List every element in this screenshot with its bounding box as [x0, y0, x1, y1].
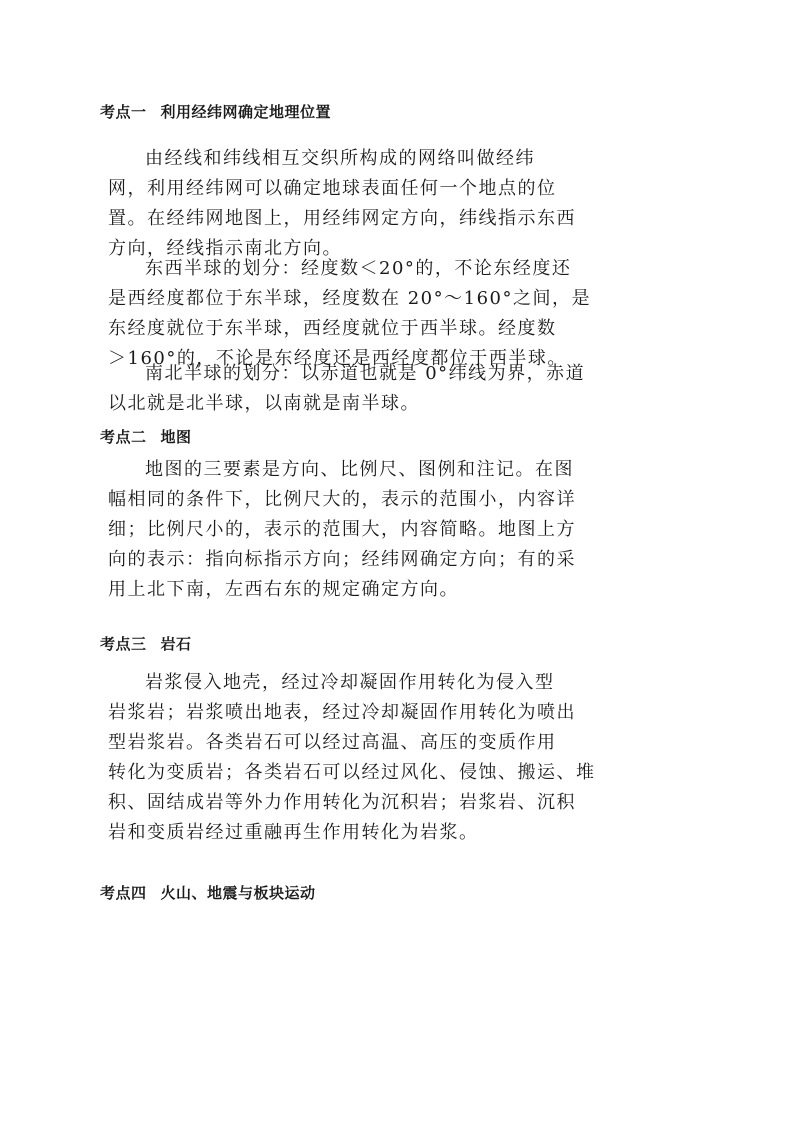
text-line: 幅相同的条件下，比例尺大的，表示的范围小，内容详	[108, 489, 576, 510]
section-title: 火山、地震与板块运动	[160, 884, 316, 902]
text-line: 网，利用经纬网可以确定地球表面任何一个地点的位	[108, 178, 557, 199]
section-number: 考点四	[100, 884, 147, 902]
text-line: 东西半球的划分：经度数＜20°的，不论东经度还	[145, 258, 572, 279]
section-title: 岩石	[160, 635, 192, 653]
text-line: 用上北下南，左西右东的规定确定方向。	[108, 579, 459, 600]
section-heading-4	[100, 882, 316, 903]
text-line: 积、固结成岩等外力作用转化为沉积岩；岩浆岩、沉积	[108, 792, 576, 813]
text-line: 由经线和纬线相互交织所构成的网络叫做经纬	[145, 148, 535, 169]
text-line: 置。在经纬网地图上，用经纬网定方向，纬线指示东西	[108, 208, 576, 229]
paragraph	[108, 359, 586, 419]
section-title: 利用经纬网确定地理位置	[160, 103, 332, 121]
text-line: 东经度就位于东半球，西经度就位于西半球。经度数	[108, 318, 557, 339]
text-line: 是西经度都位于东半球，经度数在 20°～160°之间，是	[108, 288, 591, 309]
paragraph	[108, 668, 596, 848]
text-line: 细；比例尺小的，表示的范围大，内容简略。地图上方	[108, 519, 576, 540]
section-number: 考点一	[100, 103, 147, 121]
section-number: 考点二	[100, 428, 147, 446]
section-number: 考点三	[100, 635, 147, 653]
text-line: 以北就是北半球，以南就是南半球。	[108, 393, 420, 414]
text-line: 南北半球的划分：以赤道也就是 0°纬线为界，赤道	[145, 363, 586, 384]
text-line: 转化为变质岩；各类岩石可以经过风化、侵蚀、搬运、堆	[108, 762, 596, 783]
text-line: ＞160°的，不论是东经度还是西经度都位于西半球。	[108, 348, 567, 369]
text-line: 地图的三要素是方向、比例尺、图例和注记。在图	[145, 459, 574, 480]
text-line: 方向，经线指示南北方向。	[108, 238, 342, 259]
text-line: 向的表示：指向标指示方向；经纬网确定方向；有的采	[108, 549, 576, 570]
section-title: 地图	[160, 428, 192, 446]
paragraph	[108, 455, 576, 605]
paragraph	[108, 144, 576, 264]
section-heading-1	[100, 101, 331, 122]
text-line: 岩浆侵入地壳，经过冷却凝固作用转化为侵入型	[145, 672, 555, 693]
section-heading-3	[100, 633, 192, 654]
text-line: 岩浆岩；岩浆喷出地表，经过冷却凝固作用转化为喷出	[108, 702, 576, 723]
section-heading-2	[100, 426, 192, 447]
text-line: 岩和变质岩经过重融再生作用转化为岩浆。	[108, 822, 479, 843]
text-line: 型岩浆岩。各类岩石可以经过高温、高压的变质作用	[108, 732, 557, 753]
